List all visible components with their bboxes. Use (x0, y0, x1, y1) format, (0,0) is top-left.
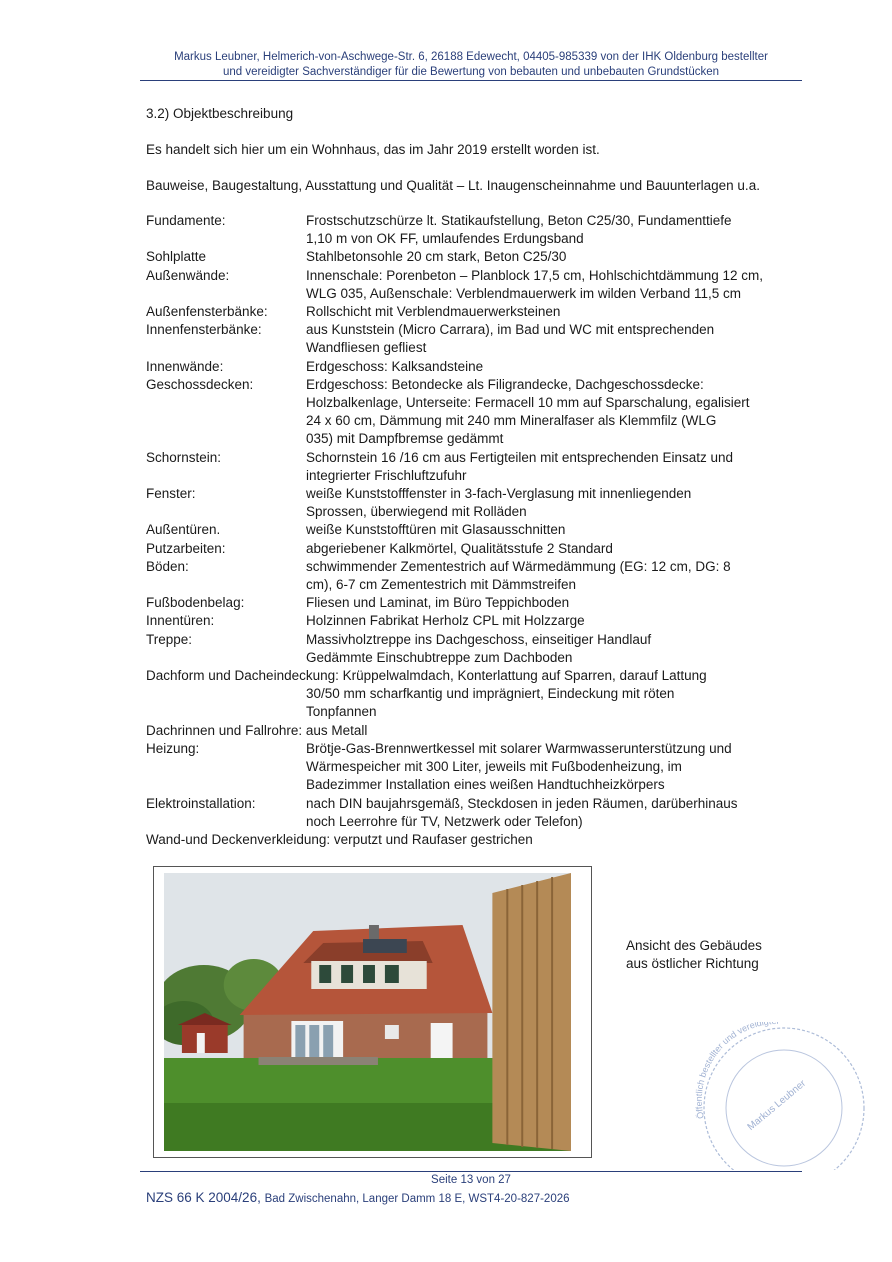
spec-label: Elektroinstallation: (146, 795, 256, 811)
spec-row (146, 303, 836, 321)
spec-label (146, 758, 306, 776)
spec-row (146, 521, 836, 539)
spec-label: Außenwände: (146, 267, 230, 283)
spec-value: Schornstein 16 /16 cm aus Fertigteilen mit entsprechenden Einsatz und (306, 449, 733, 465)
footer-reference (146, 1190, 570, 1205)
spec-value: Frostschutzschürze lt. Statikaufstellung, Beton C25/30, Fundamenttiefe (306, 213, 732, 228)
spec-row (146, 321, 836, 339)
case-number: NZS 66 K 2004/26, (146, 1190, 261, 1205)
spec-value: aus Metall (305, 722, 368, 738)
spec-row (146, 758, 836, 776)
spec-value: Krüppelwalmdach, Konterlattung auf Sparren, darauf Lattung (342, 668, 707, 684)
spec-value: Wärmespeicher mit 300 Liter, jeweils mit Fußbodenheizung, im (306, 759, 682, 775)
spec-value: Erdgeschoss: Betondecke als Filigrandecke, Dachgeschossdecke: (306, 376, 704, 392)
page-header (140, 50, 802, 80)
spec-row (146, 394, 836, 412)
spec-row-dachrinnen (146, 722, 836, 740)
spec-value: Wandfliesen gefliest (306, 340, 427, 356)
spec-row (146, 540, 836, 558)
spec-label: Heizung: (146, 740, 200, 756)
spec-value: weiße Kunststofftüren mit Glasausschnitten (306, 522, 566, 538)
page-number: Seite 13 von 27 (431, 1174, 511, 1186)
spec-row (146, 212, 836, 230)
spec-value: Massivholztreppe ins Dachgeschoss, einseitiger Handlauf (306, 631, 652, 647)
header-line-2: und vereidigter Sachverständiger für die Bewertung von bebauten und unbebauten Grundstücken (222, 66, 720, 78)
spec-label (146, 412, 306, 430)
spec-list (146, 212, 836, 849)
spec-label: Schornstein: (146, 449, 222, 465)
spec-label: Außenfensterbänke: (146, 304, 268, 320)
spec-label: Dachform und Dacheindeckung: (146, 668, 339, 684)
spec-label (146, 430, 306, 448)
spec-row (146, 376, 836, 394)
spec-value: 1,10 m von OK FF, umlaufendes Erdungsband (306, 231, 584, 247)
spec-value: Rollschicht mit Verblendmauerwerksteinen (306, 304, 561, 320)
spec-label: Dachrinnen und Fallrohre: (146, 722, 303, 738)
spec-value: 24 x 60 cm, Dämmung mit 240 mm Mineralfaser als Klemmfilz (WLG (306, 413, 717, 429)
spec-row (146, 649, 836, 667)
header-line-1: Markus Leubner, Helmerich-von-Aschwege-Str. 6, 26188 Edewecht, 04405-985339 von der IHK Oldenburg bestellter (174, 51, 768, 63)
spec-value: integrierter Frischluftzufuhr (306, 467, 467, 483)
spec-row (146, 285, 836, 303)
spec-label: Innentüren: (146, 613, 215, 629)
spec-row (146, 558, 836, 576)
spec-value: WLG 035, Außenschale: Verblendmauerwerk im wilden Verband 11,5 cm (306, 285, 741, 301)
spec-label: Außentüren. (146, 522, 221, 538)
spec-label (146, 503, 306, 521)
spec-label (146, 813, 306, 831)
svg-text:Öffentlich bestellter und vere: Öffentlich bestellter und vereidi (693, 1022, 765, 1120)
spec-row (146, 230, 836, 248)
spec-label: Sohlplatte (146, 249, 207, 265)
spec-label (146, 285, 306, 303)
property-address: Bad Zwischenahn, Langer Damm 18 E, WST4-20-827-2026 (264, 1193, 570, 1205)
spec-row-dachform: 30/50 mm scharfkantig und imprägniert, Eindeckung mit röten (306, 686, 675, 702)
spec-row (146, 594, 836, 612)
spec-value: verputzt und Raufaser gestrichen (333, 831, 533, 847)
spec-label: Böden: (146, 558, 189, 574)
section-title: 3.2) Objektbeschreibung (146, 106, 294, 121)
spec-label: Fundamente: (146, 213, 226, 228)
spec-row-dachform (146, 667, 836, 685)
spec-label: Fußbodenbelag: (146, 595, 245, 611)
intro-text: Es handelt sich hier um ein Wohnhaus, das im Jahr 2019 erstellt worden ist. (146, 142, 600, 157)
spec-value: abgeriebener Kalkmörtel, Qualitätsstufe 2 Standard (306, 540, 613, 556)
spec-row (146, 576, 836, 594)
caption-line-2: aus östlicher Richtung (626, 956, 759, 971)
spec-row (146, 412, 836, 430)
spec-label (146, 776, 306, 794)
spec-row (146, 503, 836, 521)
spec-value: 035) mit Dampfbremse gedämmt (306, 431, 504, 447)
spec-label (146, 467, 306, 485)
spec-row (146, 467, 836, 485)
spec-label (146, 339, 306, 357)
spec-row (146, 813, 836, 831)
spec-value: Badezimmer Installation eines weißen Handtuchheizkörpers (306, 777, 665, 793)
intro-text-2: Bauweise, Baugestaltung, Ausstattung und Qualität – Lt. Inaugenscheinnahme und Bauunterlagen u.a. (146, 178, 760, 193)
spec-value: Erdgeschoss: Kalksandsteine (306, 358, 484, 374)
spec-row (146, 776, 836, 794)
spec-row (146, 449, 836, 467)
photo-caption (626, 937, 762, 973)
spec-value: weiße Kunststofffenster in 3-fach-Verglasung mit innenliegenden (306, 486, 692, 502)
spec-value: nach DIN baujahrsgemäß, Steckdosen in jeden Räumen, darüberhinaus (306, 795, 738, 811)
spec-row-wand (146, 831, 836, 849)
spec-value: Gedämmte Einschubtreppe zum Dachboden (306, 649, 573, 665)
spec-row (146, 267, 836, 285)
spec-label (146, 230, 306, 248)
caption-line-1: Ansicht des Gebäudes (626, 938, 762, 953)
spec-row (146, 430, 836, 448)
spec-row (146, 485, 836, 503)
spec-value: Holzinnen Fabrikat Herholz CPL mit Holzzarge (306, 613, 585, 629)
spec-row (146, 631, 836, 649)
spec-row-dachform: Tonpfannen (306, 704, 377, 720)
spec-label (146, 649, 306, 667)
spec-value: aus Kunststein (Micro Carrara), im Bad und WC mit entsprechenden (306, 322, 715, 338)
spec-row (146, 740, 836, 758)
official-stamp (684, 1022, 870, 1170)
spec-row (146, 612, 836, 630)
spec-label (146, 394, 306, 412)
spec-label: Wand-und Deckenverkleidung: (146, 831, 331, 847)
building-photo (153, 866, 592, 1158)
spec-label (146, 576, 306, 594)
spec-row (146, 358, 836, 376)
spec-label: Fenster: (146, 486, 196, 502)
spec-value: Fliesen und Laminat, im Büro Teppichboden (306, 595, 570, 611)
spec-value: Brötje-Gas-Brennwertkessel mit solarer Warmwasserunterstützung und (306, 740, 732, 756)
header-rule (140, 80, 802, 81)
spec-value: schwimmender Zementestrich auf Wärmedämmung (EG: 12 cm, DG: 8 (306, 558, 731, 574)
spec-value: Innenschale: Porenbeton – Planblock 17,5 cm, Hohlschichtdämmung 12 cm, (306, 267, 764, 283)
spec-label: Innenwände: (146, 358, 224, 374)
spec-label: Treppe: (146, 631, 193, 647)
spec-value: cm), 6-7 cm Zementestrich mit Dämmstreifen (306, 577, 577, 593)
svg-text:Markus Leubner: Markus Leubner (745, 1078, 809, 1133)
spec-row (146, 248, 836, 266)
spec-label: Putzarbeiten: (146, 540, 226, 556)
spec-row (146, 339, 836, 357)
spec-row (146, 795, 836, 813)
spec-label: Geschossdecken: (146, 376, 254, 392)
spec-value: Stahlbetonsohle 20 cm stark, Beton C25/30 (306, 249, 567, 265)
footer-rule (140, 1171, 802, 1172)
spec-value: Holzbalkenlage, Unterseite: Fermacell 10 mm auf Sparschalung, egalisiert (306, 395, 750, 411)
spec-value: noch Leerrohre für TV, Netzwerk oder Telefon) (306, 813, 583, 829)
spec-label: Innenfensterbänke: (146, 322, 262, 338)
spec-value: Sprossen, überwiegend mit Rolläden (306, 504, 527, 520)
